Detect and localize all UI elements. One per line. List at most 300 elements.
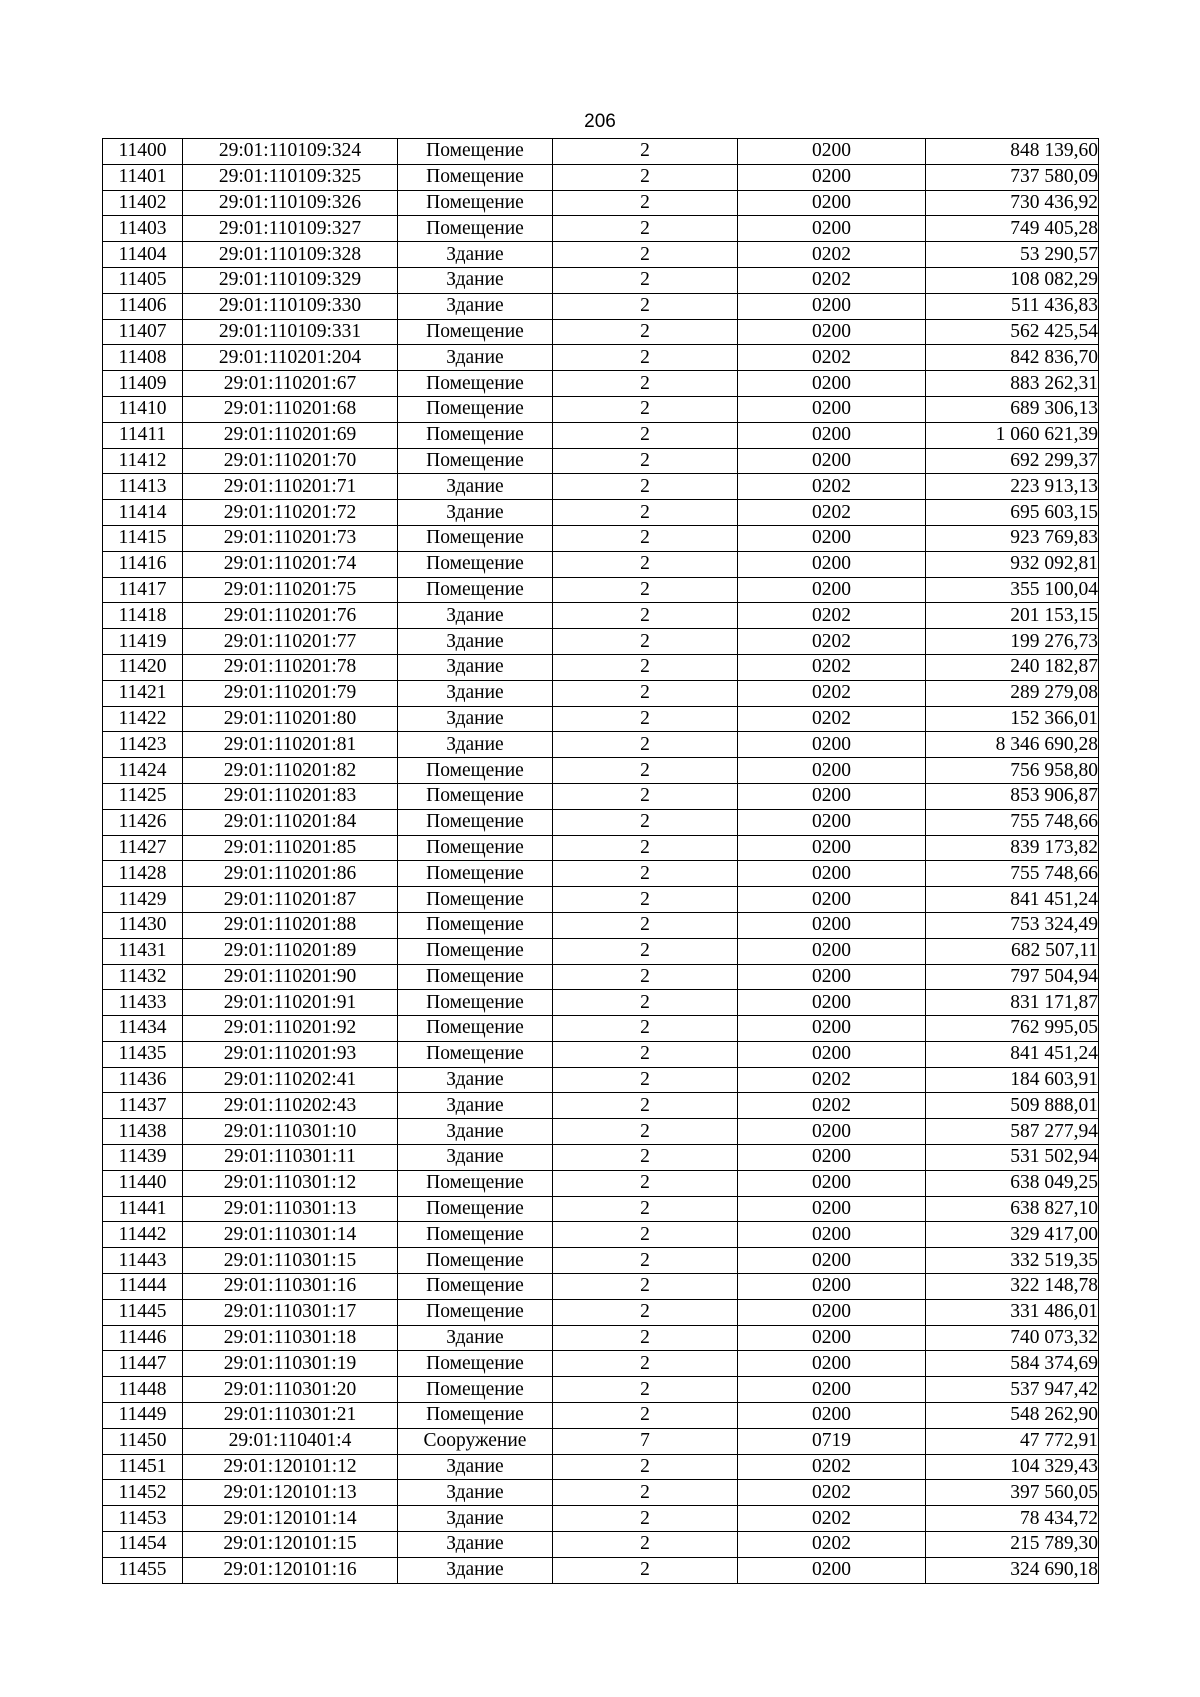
- code-cell: 0200: [738, 809, 926, 835]
- registry-table-body: [103, 139, 1099, 1584]
- code-cell: 0200: [738, 525, 926, 551]
- object-type-cell: Помещение: [398, 938, 553, 964]
- value-cell: 47 772,91: [926, 1428, 1099, 1454]
- row-number-cell: 11401: [103, 164, 183, 190]
- value-cell: 755 748,66: [926, 861, 1099, 887]
- object-type-cell: Помещение: [398, 1016, 553, 1042]
- code-cell: 0202: [738, 1506, 926, 1532]
- group-cell: 2: [553, 551, 738, 577]
- row-number-cell: 11431: [103, 938, 183, 964]
- value-cell: 548 262,90: [926, 1403, 1099, 1429]
- group-cell: 2: [553, 1248, 738, 1274]
- row-number-cell: 11430: [103, 912, 183, 938]
- object-type-cell: Помещение: [398, 371, 553, 397]
- table-row: [103, 525, 1099, 551]
- code-cell: 0200: [738, 319, 926, 345]
- row-number-cell: 11435: [103, 1041, 183, 1067]
- object-type-cell: Помещение: [398, 1041, 553, 1067]
- value-cell: 638 049,25: [926, 1170, 1099, 1196]
- table-row: [103, 1377, 1099, 1403]
- code-cell: 0200: [738, 1557, 926, 1583]
- row-number-cell: 11439: [103, 1145, 183, 1171]
- object-type-cell: Здание: [398, 267, 553, 293]
- value-cell: 737 580,09: [926, 164, 1099, 190]
- row-number-cell: 11415: [103, 525, 183, 551]
- cadastral-number-cell: 29:01:110201:81: [183, 732, 398, 758]
- code-cell: 0200: [738, 1377, 926, 1403]
- value-cell: 755 748,66: [926, 809, 1099, 835]
- group-cell: 2: [553, 1016, 738, 1042]
- table-row: [103, 500, 1099, 526]
- group-cell: 2: [553, 1351, 738, 1377]
- cadastral-number-cell: 29:01:110301:11: [183, 1145, 398, 1171]
- row-number-cell: 11455: [103, 1557, 183, 1583]
- cadastral-number-cell: 29:01:110301:18: [183, 1325, 398, 1351]
- value-cell: 201 153,15: [926, 603, 1099, 629]
- table-row: [103, 1299, 1099, 1325]
- value-cell: 332 519,35: [926, 1248, 1099, 1274]
- row-number-cell: 11412: [103, 448, 183, 474]
- group-cell: 2: [553, 809, 738, 835]
- code-cell: 0200: [738, 293, 926, 319]
- code-cell: 0200: [738, 1119, 926, 1145]
- object-type-cell: Помещение: [398, 1351, 553, 1377]
- code-cell: 0202: [738, 242, 926, 268]
- cadastral-number-cell: 29:01:110201:69: [183, 422, 398, 448]
- table-row: [103, 861, 1099, 887]
- object-type-cell: Помещение: [398, 887, 553, 913]
- table-row: [103, 1428, 1099, 1454]
- object-type-cell: Помещение: [398, 1222, 553, 1248]
- code-cell: 0200: [738, 577, 926, 603]
- row-number-cell: 11447: [103, 1351, 183, 1377]
- group-cell: 2: [553, 293, 738, 319]
- table-row: [103, 1196, 1099, 1222]
- table-row: [103, 809, 1099, 835]
- code-cell: 0200: [738, 1222, 926, 1248]
- code-cell: 0200: [738, 1170, 926, 1196]
- group-cell: 2: [553, 861, 738, 887]
- code-cell: 0202: [738, 267, 926, 293]
- cadastral-number-cell: 29:01:110201:91: [183, 990, 398, 1016]
- object-type-cell: Помещение: [398, 164, 553, 190]
- cadastral-number-cell: 29:01:110301:20: [183, 1377, 398, 1403]
- table-row: [103, 1222, 1099, 1248]
- cadastral-number-cell: 29:01:110201:71: [183, 474, 398, 500]
- value-cell: 753 324,49: [926, 912, 1099, 938]
- object-type-cell: Здание: [398, 1119, 553, 1145]
- object-type-cell: Помещение: [398, 861, 553, 887]
- object-type-cell: Здание: [398, 1145, 553, 1171]
- object-type-cell: Здание: [398, 293, 553, 319]
- row-number-cell: 11413: [103, 474, 183, 500]
- row-number-cell: 11414: [103, 500, 183, 526]
- group-cell: 2: [553, 422, 738, 448]
- row-number-cell: 11421: [103, 680, 183, 706]
- group-cell: 2: [553, 629, 738, 655]
- value-cell: 8 346 690,28: [926, 732, 1099, 758]
- row-number-cell: 11417: [103, 577, 183, 603]
- group-cell: 2: [553, 783, 738, 809]
- object-type-cell: Помещение: [398, 139, 553, 165]
- value-cell: 695 603,15: [926, 500, 1099, 526]
- code-cell: 0200: [738, 422, 926, 448]
- value-cell: 78 434,72: [926, 1506, 1099, 1532]
- cadastral-number-cell: 29:01:120101:15: [183, 1532, 398, 1558]
- code-cell: 0202: [738, 1532, 926, 1558]
- value-cell: 730 436,92: [926, 190, 1099, 216]
- row-number-cell: 11433: [103, 990, 183, 1016]
- code-cell: 0200: [738, 861, 926, 887]
- value-cell: 883 262,31: [926, 371, 1099, 397]
- row-number-cell: 11419: [103, 629, 183, 655]
- table-row: [103, 706, 1099, 732]
- group-cell: 2: [553, 319, 738, 345]
- object-type-cell: Здание: [398, 474, 553, 500]
- object-type-cell: Помещение: [398, 525, 553, 551]
- row-number-cell: 11446: [103, 1325, 183, 1351]
- group-cell: 2: [553, 938, 738, 964]
- row-number-cell: 11448: [103, 1377, 183, 1403]
- table-row: [103, 835, 1099, 861]
- group-cell: 2: [553, 1532, 738, 1558]
- value-cell: 397 560,05: [926, 1480, 1099, 1506]
- value-cell: 531 502,94: [926, 1145, 1099, 1171]
- group-cell: 2: [553, 1041, 738, 1067]
- code-cell: 0200: [738, 912, 926, 938]
- group-cell: 2: [553, 603, 738, 629]
- cadastral-number-cell: 29:01:120101:14: [183, 1506, 398, 1532]
- value-cell: 108 082,29: [926, 267, 1099, 293]
- value-cell: 587 277,94: [926, 1119, 1099, 1145]
- cadastral-number-cell: 29:01:110201:74: [183, 551, 398, 577]
- row-number-cell: 11420: [103, 654, 183, 680]
- cadastral-number-cell: 29:01:120101:13: [183, 1480, 398, 1506]
- group-cell: 2: [553, 654, 738, 680]
- group-cell: 2: [553, 1093, 738, 1119]
- object-type-cell: Помещение: [398, 809, 553, 835]
- code-cell: 0202: [738, 345, 926, 371]
- table-row: [103, 1506, 1099, 1532]
- group-cell: 2: [553, 964, 738, 990]
- object-type-cell: Здание: [398, 732, 553, 758]
- value-cell: 184 603,91: [926, 1067, 1099, 1093]
- value-cell: 289 279,08: [926, 680, 1099, 706]
- row-number-cell: 11445: [103, 1299, 183, 1325]
- row-number-cell: 11426: [103, 809, 183, 835]
- table-row: [103, 1480, 1099, 1506]
- table-row: [103, 1325, 1099, 1351]
- group-cell: 2: [553, 577, 738, 603]
- group-cell: 2: [553, 887, 738, 913]
- table-row: [103, 758, 1099, 784]
- code-cell: 0200: [738, 1299, 926, 1325]
- group-cell: 2: [553, 1454, 738, 1480]
- table-row: [103, 242, 1099, 268]
- object-type-cell: Здание: [398, 1557, 553, 1583]
- object-type-cell: Помещение: [398, 1403, 553, 1429]
- group-cell: 2: [553, 190, 738, 216]
- value-cell: 584 374,69: [926, 1351, 1099, 1377]
- code-cell: 0200: [738, 835, 926, 861]
- row-number-cell: 11449: [103, 1403, 183, 1429]
- code-cell: 0200: [738, 190, 926, 216]
- group-cell: 2: [553, 164, 738, 190]
- value-cell: 331 486,01: [926, 1299, 1099, 1325]
- table-row: [103, 1170, 1099, 1196]
- cadastral-number-cell: 29:01:110201:89: [183, 938, 398, 964]
- group-cell: 2: [553, 448, 738, 474]
- code-cell: 0202: [738, 706, 926, 732]
- table-row: [103, 1145, 1099, 1171]
- cadastral-number-cell: 29:01:110301:17: [183, 1299, 398, 1325]
- object-type-cell: Здание: [398, 1480, 553, 1506]
- object-type-cell: Помещение: [398, 577, 553, 603]
- group-cell: 2: [553, 1299, 738, 1325]
- code-cell: 0202: [738, 1093, 926, 1119]
- group-cell: 2: [553, 912, 738, 938]
- cadastral-number-cell: 29:01:110201:73: [183, 525, 398, 551]
- code-cell: 0202: [738, 654, 926, 680]
- code-cell: 0200: [738, 783, 926, 809]
- code-cell: 0202: [738, 474, 926, 500]
- group-cell: 2: [553, 1067, 738, 1093]
- object-type-cell: Помещение: [398, 190, 553, 216]
- group-cell: 2: [553, 1145, 738, 1171]
- object-type-cell: Помещение: [398, 990, 553, 1016]
- cadastral-number-cell: 29:01:110301:15: [183, 1248, 398, 1274]
- row-number-cell: 11442: [103, 1222, 183, 1248]
- object-type-cell: Здание: [398, 706, 553, 732]
- object-type-cell: Помещение: [398, 783, 553, 809]
- cadastral-number-cell: 29:01:110109:329: [183, 267, 398, 293]
- object-type-cell: Здание: [398, 603, 553, 629]
- code-cell: 0200: [738, 938, 926, 964]
- value-cell: 223 913,13: [926, 474, 1099, 500]
- cadastral-number-cell: 29:01:110201:93: [183, 1041, 398, 1067]
- row-number-cell: 11451: [103, 1454, 183, 1480]
- group-cell: 2: [553, 1196, 738, 1222]
- code-cell: 0200: [738, 1248, 926, 1274]
- row-number-cell: 11434: [103, 1016, 183, 1042]
- row-number-cell: 11410: [103, 396, 183, 422]
- object-type-cell: Помещение: [398, 1170, 553, 1196]
- table-row: [103, 293, 1099, 319]
- cadastral-number-cell: 29:01:110201:87: [183, 887, 398, 913]
- cadastral-number-cell: 29:01:110401:4: [183, 1428, 398, 1454]
- row-number-cell: 11438: [103, 1119, 183, 1145]
- object-type-cell: Здание: [398, 680, 553, 706]
- code-cell: 0200: [738, 216, 926, 242]
- group-cell: 2: [553, 139, 738, 165]
- cadastral-number-cell: 29:01:110109:325: [183, 164, 398, 190]
- cadastral-number-cell: 29:01:110109:326: [183, 190, 398, 216]
- code-cell: 0200: [738, 164, 926, 190]
- code-cell: 0202: [738, 500, 926, 526]
- group-cell: 2: [553, 1506, 738, 1532]
- object-type-cell: Помещение: [398, 551, 553, 577]
- table-row: [103, 990, 1099, 1016]
- row-number-cell: 11427: [103, 835, 183, 861]
- value-cell: 756 958,80: [926, 758, 1099, 784]
- table-row: [103, 654, 1099, 680]
- table-row: [103, 887, 1099, 913]
- value-cell: 842 836,70: [926, 345, 1099, 371]
- cadastral-number-cell: 29:01:110201:75: [183, 577, 398, 603]
- group-cell: 2: [553, 1557, 738, 1583]
- row-number-cell: 11440: [103, 1170, 183, 1196]
- row-number-cell: 11404: [103, 242, 183, 268]
- object-type-cell: Помещение: [398, 1196, 553, 1222]
- code-cell: 0200: [738, 448, 926, 474]
- table-row: [103, 1248, 1099, 1274]
- cadastral-number-cell: 29:01:120101:16: [183, 1557, 398, 1583]
- object-type-cell: Помещение: [398, 1248, 553, 1274]
- table-row: [103, 422, 1099, 448]
- cadastral-number-cell: 29:01:110109:327: [183, 216, 398, 242]
- row-number-cell: 11432: [103, 964, 183, 990]
- value-cell: 692 299,37: [926, 448, 1099, 474]
- object-type-cell: Помещение: [398, 912, 553, 938]
- value-cell: 104 329,43: [926, 1454, 1099, 1480]
- code-cell: 0200: [738, 990, 926, 1016]
- value-cell: 848 139,60: [926, 139, 1099, 165]
- value-cell: 638 827,10: [926, 1196, 1099, 1222]
- value-cell: 152 366,01: [926, 706, 1099, 732]
- table-row: [103, 1532, 1099, 1558]
- code-cell: 0200: [738, 1351, 926, 1377]
- object-type-cell: Помещение: [398, 1377, 553, 1403]
- group-cell: 2: [553, 1377, 738, 1403]
- group-cell: 2: [553, 500, 738, 526]
- object-type-cell: Здание: [398, 629, 553, 655]
- table-row: [103, 1403, 1099, 1429]
- table-row: [103, 190, 1099, 216]
- value-cell: 841 451,24: [926, 1041, 1099, 1067]
- code-cell: 0200: [738, 371, 926, 397]
- code-cell: 0202: [738, 603, 926, 629]
- row-number-cell: 11424: [103, 758, 183, 784]
- table-row: [103, 139, 1099, 165]
- value-cell: 682 507,11: [926, 938, 1099, 964]
- table-row: [103, 474, 1099, 500]
- table-row: [103, 1454, 1099, 1480]
- object-type-cell: Здание: [398, 1067, 553, 1093]
- value-cell: 740 073,32: [926, 1325, 1099, 1351]
- group-cell: 2: [553, 758, 738, 784]
- group-cell: 2: [553, 525, 738, 551]
- value-cell: 215 789,30: [926, 1532, 1099, 1558]
- object-type-cell: Помещение: [398, 319, 553, 345]
- group-cell: 2: [553, 267, 738, 293]
- value-cell: 749 405,28: [926, 216, 1099, 242]
- code-cell: 0200: [738, 964, 926, 990]
- group-cell: 2: [553, 706, 738, 732]
- table-row: [103, 577, 1099, 603]
- object-type-cell: Здание: [398, 345, 553, 371]
- group-cell: 2: [553, 1119, 738, 1145]
- cadastral-number-cell: 29:01:110201:90: [183, 964, 398, 990]
- value-cell: 923 769,83: [926, 525, 1099, 551]
- cadastral-number-cell: 29:01:110201:76: [183, 603, 398, 629]
- table-row: [103, 164, 1099, 190]
- table-row: [103, 448, 1099, 474]
- table-row: [103, 732, 1099, 758]
- row-number-cell: 11429: [103, 887, 183, 913]
- cadastral-number-cell: 29:01:110202:41: [183, 1067, 398, 1093]
- code-cell: 0202: [738, 680, 926, 706]
- group-cell: 2: [553, 1480, 738, 1506]
- table-row: [103, 783, 1099, 809]
- cadastral-number-cell: 29:01:110201:85: [183, 835, 398, 861]
- row-number-cell: 11425: [103, 783, 183, 809]
- value-cell: 562 425,54: [926, 319, 1099, 345]
- object-type-cell: Здание: [398, 1325, 553, 1351]
- cadastral-number-cell: 29:01:110201:92: [183, 1016, 398, 1042]
- cadastral-number-cell: 29:01:110201:86: [183, 861, 398, 887]
- object-type-cell: Здание: [398, 1532, 553, 1558]
- code-cell: 0200: [738, 732, 926, 758]
- code-cell: 0200: [738, 758, 926, 784]
- row-number-cell: 11409: [103, 371, 183, 397]
- cadastral-number-cell: 29:01:110201:68: [183, 396, 398, 422]
- object-type-cell: Помещение: [398, 396, 553, 422]
- cadastral-number-cell: 29:01:110109:328: [183, 242, 398, 268]
- row-number-cell: 11437: [103, 1093, 183, 1119]
- table-row: [103, 319, 1099, 345]
- code-cell: 0202: [738, 1454, 926, 1480]
- cadastral-number-cell: 29:01:120101:12: [183, 1454, 398, 1480]
- table-row: [103, 396, 1099, 422]
- object-type-cell: Здание: [398, 654, 553, 680]
- group-cell: 2: [553, 1170, 738, 1196]
- table-row: [103, 1041, 1099, 1067]
- cadastral-number-cell: 29:01:110301:21: [183, 1403, 398, 1429]
- object-type-cell: Здание: [398, 1506, 553, 1532]
- cadastral-number-cell: 29:01:110301:19: [183, 1351, 398, 1377]
- code-cell: 0200: [738, 1403, 926, 1429]
- group-cell: 2: [553, 1325, 738, 1351]
- table-row: [103, 216, 1099, 242]
- code-cell: 0200: [738, 1325, 926, 1351]
- code-cell: 0200: [738, 1274, 926, 1300]
- value-cell: 199 276,73: [926, 629, 1099, 655]
- cadastral-number-cell: 29:01:110301:16: [183, 1274, 398, 1300]
- table-row: [103, 1557, 1099, 1583]
- cadastral-number-cell: 29:01:110201:88: [183, 912, 398, 938]
- row-number-cell: 11453: [103, 1506, 183, 1532]
- table-row: [103, 629, 1099, 655]
- code-cell: 0200: [738, 396, 926, 422]
- cadastral-number-cell: 29:01:110201:72: [183, 500, 398, 526]
- object-type-cell: Здание: [398, 500, 553, 526]
- row-number-cell: 11403: [103, 216, 183, 242]
- row-number-cell: 11422: [103, 706, 183, 732]
- cadastral-number-cell: 29:01:110201:84: [183, 809, 398, 835]
- table-row: [103, 1093, 1099, 1119]
- cadastral-number-cell: 29:01:110202:43: [183, 1093, 398, 1119]
- cadastral-number-cell: 29:01:110301:10: [183, 1119, 398, 1145]
- table-row: [103, 1016, 1099, 1042]
- value-cell: 932 092,81: [926, 551, 1099, 577]
- cadastral-number-cell: 29:01:110201:79: [183, 680, 398, 706]
- row-number-cell: 11418: [103, 603, 183, 629]
- value-cell: 762 995,05: [926, 1016, 1099, 1042]
- value-cell: 509 888,01: [926, 1093, 1099, 1119]
- group-cell: 2: [553, 990, 738, 1016]
- value-cell: 1 060 621,39: [926, 422, 1099, 448]
- group-cell: 2: [553, 835, 738, 861]
